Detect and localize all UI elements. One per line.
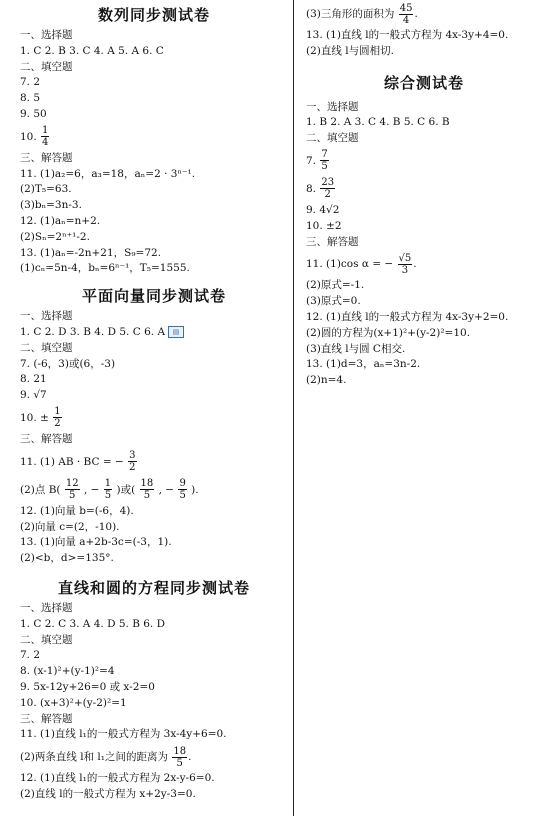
solve-heading: 三、解答题	[20, 151, 73, 164]
separator: .	[414, 8, 418, 20]
separator: ).	[191, 483, 199, 496]
solve-answer-11-3: (3)bₙ=3n-3.	[20, 199, 82, 212]
separator: , −	[83, 483, 100, 496]
separator: .	[413, 258, 417, 271]
paste-options-icon[interactable]: ▤	[168, 326, 184, 338]
solve-answer-12-2: (2)向量 c=(2，-10).	[20, 520, 120, 533]
answer-label: (2)点 B(	[20, 483, 61, 496]
fill-answer-8: 8. 21	[20, 373, 47, 386]
answer-label: 11. (1) AB · BC = −	[20, 455, 124, 468]
solve-answer-13: 13. (1)aₙ=-2n+21，S₉=72.	[20, 246, 162, 259]
fraction: $\frac{18}{5}$	[140, 478, 154, 502]
mc-heading: 一、选择题	[20, 310, 73, 323]
fill-heading: 二、填空题	[20, 341, 73, 354]
fill-answer-10	[20, 404, 288, 432]
separator: , −	[158, 483, 175, 496]
fill-answer-9: 9. 5x-12y+26=0 或 x-2=0	[20, 680, 155, 693]
fill-answer-8: 8. 5	[20, 92, 41, 105]
mc-heading: 一、选择题	[306, 100, 359, 113]
solve-answer-12-3: (3)直线 l与圆 C相交.	[306, 342, 406, 355]
solve-answer-13-2: (1)cₙ=5n-4，bₙ=6ⁿ⁻¹，T₅=1555.	[20, 262, 190, 275]
left-column	[20, 0, 288, 803]
answer-label: 10.	[20, 130, 37, 143]
fraction: $\frac{45}{4}$	[399, 2, 413, 26]
solve-heading: 三、解答题	[20, 432, 73, 445]
solve-answer-13: 13. (1)d=3，aₙ=3n-2.	[306, 358, 421, 371]
answer-label: 11. (1)cos α = −	[306, 258, 394, 271]
fraction: $\frac{1}{4}$	[42, 125, 49, 149]
mc-answers: 1. C 2. B 3. C 4. A 5. A 6. C	[20, 44, 164, 57]
solve-answer-11-2: (2)原式=-1.	[306, 279, 365, 292]
answer-label: 10. ±	[20, 411, 49, 424]
fill-answer-8: 8. (x-1)²+(y-1)²=4	[20, 665, 115, 678]
fraction: $\frac{1}{2}$	[54, 406, 61, 430]
fill-answer-9: 9. √7	[20, 389, 47, 402]
fraction: $\frac{9}{5}$	[179, 478, 186, 502]
solve-answer-11: 11. (1)直线 l₁的一般式方程为 3x-4y+6=0.	[20, 728, 227, 741]
fill-answer-7	[306, 147, 542, 175]
answer-label: (2)两条直线 l和 l₁之间的距离为	[20, 751, 168, 764]
fill-heading: 二、填空题	[306, 132, 359, 145]
solve-answer-13-2: (2)直线 l与圆相切.	[306, 44, 394, 57]
solve-answer-11-2	[20, 476, 288, 504]
separator: .	[188, 751, 192, 764]
fill-answer-7: 7. 2	[20, 649, 41, 662]
fraction: $\frac{3}{2}$	[129, 450, 136, 474]
fill-answer-9: 9. 50	[20, 107, 47, 120]
fraction: $\frac{√5}{3}$	[398, 252, 412, 276]
fill-answer-7: 7. (-6，3)或(6，-3)	[20, 357, 116, 370]
section-title-vectors: 平面向量同步测试卷	[81, 287, 226, 306]
solve-answer-13-2: (2)<b，d>=135°.	[20, 552, 114, 565]
section-title-comprehensive: 综合测试卷	[383, 73, 464, 92]
fill-answer-10: 10. ±2	[306, 219, 342, 232]
solve-heading: 三、解答题	[20, 712, 73, 725]
solve-answer-13-2: (2)n=4.	[306, 374, 347, 387]
fill-answer-9: 9. 4√2	[306, 203, 340, 216]
fraction: $\frac{12}{5}$	[65, 478, 79, 502]
continued-answer	[306, 0, 542, 28]
fraction: $\frac{1}{5}$	[104, 478, 112, 502]
right-column	[306, 0, 542, 389]
fill-answer-10: 10. (x+3)²+(y-2)²=1	[20, 696, 127, 709]
answer-label: 7.	[306, 154, 317, 167]
solve-answer-12-2: (2)圆的方程为(x+1)²+(y-2)²=10.	[306, 326, 471, 339]
answer-label: (3)三角形的面积为	[306, 8, 395, 20]
mc-answers: 1. B 2. A 3. C 4. B 5. C 6. B	[306, 116, 450, 129]
solve-answer-12: 12. (1)aₙ=n+2.	[20, 214, 101, 227]
solve-answer-11	[306, 250, 542, 278]
solve-answer-11-2	[20, 743, 288, 771]
mc-answers	[20, 325, 288, 341]
solve-answer-11-3: (3)原式=0.	[306, 295, 361, 308]
solve-answer-12-2: (2)直线 l的一般式方程为 x+2y-3=0.	[20, 787, 196, 800]
solve-answer-11	[20, 448, 288, 476]
solve-answer-12: 12. (1)向量 b=(-6，4).	[20, 504, 134, 517]
solve-answer-12: 12. (1)直线 l的一般式方程为 4x-3y+2=0.	[306, 310, 509, 323]
separator: )或(	[116, 483, 136, 496]
mc-heading: 一、选择题	[20, 601, 73, 614]
solve-answer-12-2: (2)Sₙ=2ⁿ⁺¹-2.	[20, 230, 90, 243]
mc-answers: 1. C 2. C 3. A 4. D 5. B 6. D	[20, 617, 166, 630]
solve-answer-13: 13. (1)向量 a+2b-3c=(-3，1).	[20, 536, 172, 549]
fill-answer-7: 7. 2	[20, 76, 41, 89]
fill-heading: 二、填空题	[20, 60, 73, 73]
solve-answer-11: 11. (1)a₂=6，a₃=18，aₙ=2 · 3ⁿ⁻¹.	[20, 167, 196, 180]
fill-answer-10	[20, 123, 288, 151]
mc-answers-text: 1. C 2. D 3. B 4. D 5. C 6. A	[20, 325, 166, 338]
section-title-lines-circles: 直线和圆的方程同步测试卷	[57, 578, 250, 597]
answer-label: 8.	[306, 182, 317, 195]
solve-answer-11-2: (2)T₅=63.	[20, 183, 72, 196]
solve-answer-12: 12. (1)直线 l₁的一般式方程为 2x-y-6=0.	[20, 772, 215, 785]
column-divider	[293, 0, 294, 816]
fill-answer-8	[306, 175, 542, 203]
section-title-sequences: 数列同步测试卷	[97, 6, 210, 24]
fill-heading: 二、填空题	[20, 633, 73, 646]
fraction: $\frac{7}{5}$	[321, 149, 328, 173]
fraction: $\frac{18}{5}$	[173, 745, 187, 769]
mc-heading: 一、选择题	[20, 29, 73, 41]
fraction: $\frac{23}{2}$	[321, 177, 335, 201]
solve-answer-13: 13. (1)直线 l的一般式方程为 4x-3y+4=0.	[306, 29, 509, 41]
solve-heading: 三、解答题	[306, 235, 359, 248]
